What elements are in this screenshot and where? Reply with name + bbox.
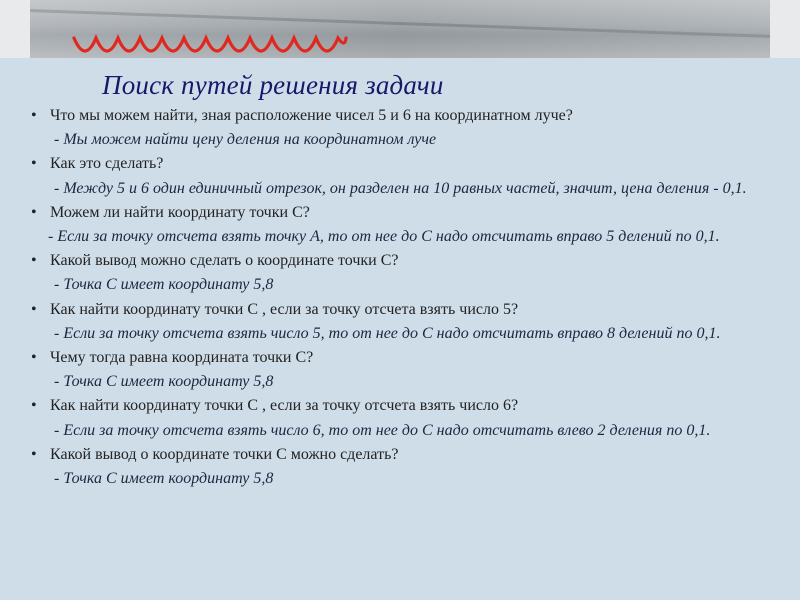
question-text: Можем ли найти координату точки С? (50, 203, 310, 221)
question-text: Как это сделать? (50, 155, 164, 173)
question-8 (28, 443, 768, 467)
bullet-icon: • (31, 397, 37, 415)
answer-1: - Мы можем найти цену деления на координатном луче (54, 131, 437, 149)
bullet-icon: • (31, 107, 37, 124)
answer-7: - Если за точку отсчета взять число 6, то от нее до С надо отсчитать влево 2 деления по 0,1. (54, 421, 711, 439)
header-right-block (770, 0, 800, 58)
content-list (28, 104, 768, 491)
answer-2: - Между 5 и 6 один единичный отрезок, он разделен на 10 равных частей, значит, цена деления - 0,1. (54, 179, 747, 197)
question-3 (28, 201, 768, 225)
question-text: Какой вывод можно сделать о координате точки С? (50, 252, 399, 270)
question-text: Какой вывод о координате точки С можно сделать? (50, 445, 399, 463)
question-7 (28, 394, 768, 418)
question-text: Что мы можем найти, зная расположение чисел 5 и 6 на координатном луче? (50, 107, 573, 124)
answer-5: - Если за точку отсчета взять число 5, то от нее до С надо отсчитать вправо 8 делений по 0,1. (54, 324, 721, 342)
bullet-icon: • (31, 445, 37, 463)
question-text: Чему тогда равна координата точки С? (50, 349, 314, 367)
question-4 (28, 249, 768, 273)
answer-6: - Точка С имеет координату 5,8 (54, 373, 274, 391)
scallop-decoration (70, 34, 350, 62)
bullet-icon: • (31, 252, 37, 270)
bullet-icon: • (31, 155, 37, 173)
bullet-icon: • (31, 203, 37, 221)
page-title: Поиск путей решения задачи (102, 70, 444, 100)
answer-4: - Точка С имеет координату 5,8 (54, 276, 274, 294)
question-6 (28, 346, 768, 370)
question-2 (28, 152, 768, 176)
question-text: Как найти координату точки С , если за точку отсчета взять число 5? (50, 300, 519, 318)
header-left-block (0, 0, 30, 58)
bullet-icon: • (31, 300, 37, 318)
answer-3: - Если за точку отсчета взять точку А, то от нее до С надо отсчитать вправо 5 делений по 0,1. (48, 228, 720, 246)
question-5 (28, 298, 768, 322)
bullet-icon: • (31, 349, 37, 367)
question-text: Как найти координату точки С , если за точку отсчета взять число 6? (50, 397, 519, 415)
question-1 (28, 104, 768, 128)
answer-8: - Точка С имеет координату 5,8 (54, 470, 274, 488)
